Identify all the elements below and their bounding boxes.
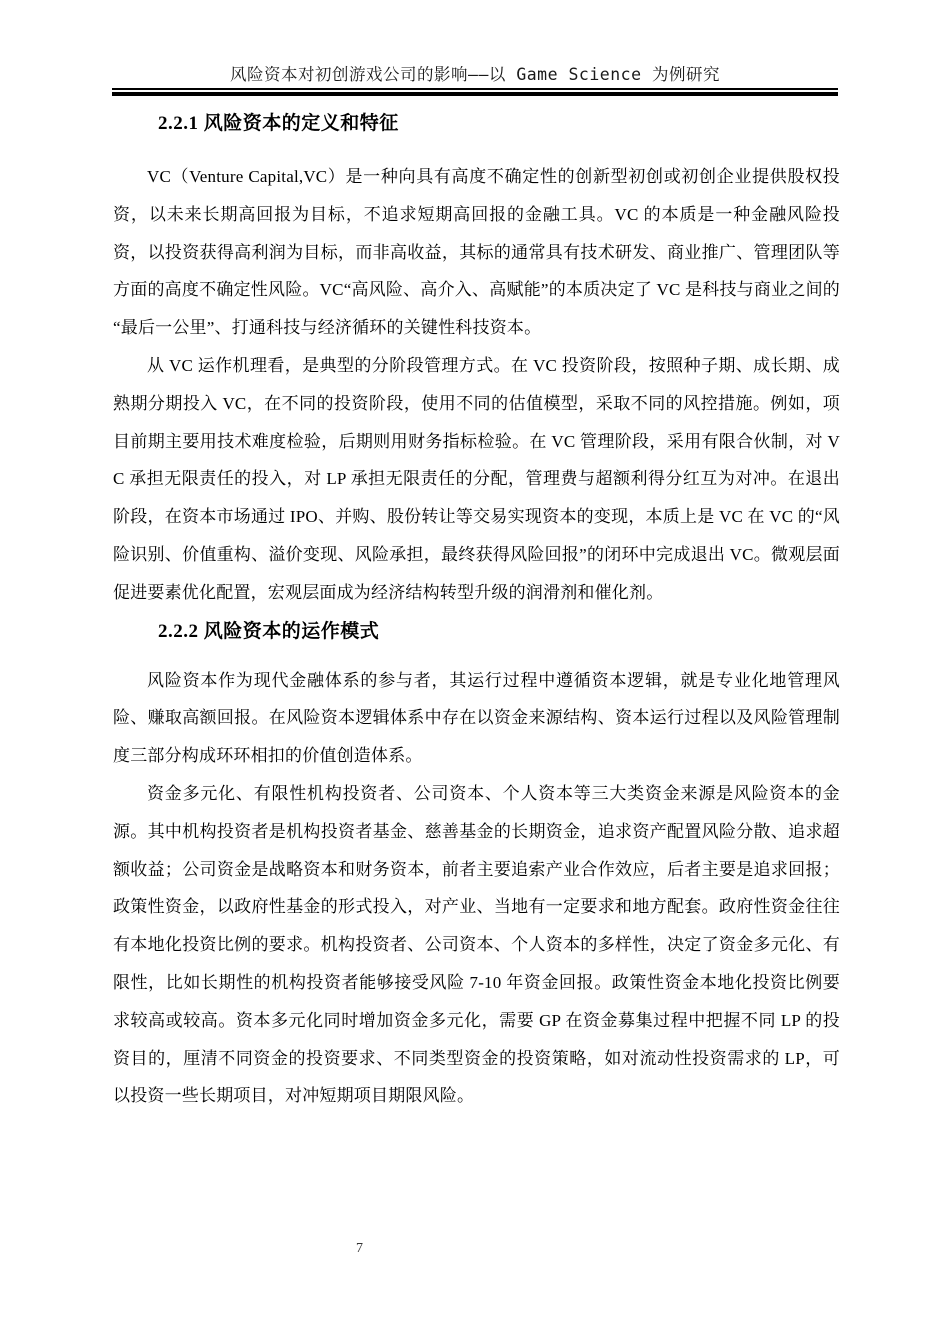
body-paragraph: 风险资本作为现代金融体系的参与者，其运行过程中遵循资本逻辑，就是专业化地管理风险、赚取高额回报。在风险资本逻辑体系中存在以资金来源结构、资本运行过程以及风险管理制度三部分构成环环相扣的价值创造体系。 bbox=[113, 670, 840, 766]
document-content bbox=[113, 110, 840, 1115]
section-heading: 2.2.1 风险资本的定义和特征 bbox=[158, 113, 399, 134]
body-paragraph: 从 VC 运作机理看，是典型的分阶段管理方式。在 VC 投资阶段，按照种子期、成长期、成熟期分期投入 VC，在不同的投资阶段，使用不同的估值模型，采取不同的风控措施。例如，项目前期主要用技术难度检验，后期则用财务指标检验。在 VC 管理阶段，采用有限合伙制，对 VC 承担无限责任的投入，对 LP 承担无限责任的分配，管理费与超额利得分红互为对冲。在退出阶段，在资本市场通过 IPO、并购、股份转让等交易实现资本的变现，本质上是 VC 在 VC 的“风险识别、价值重构、溢价变现、风险承担，最终获得风险回报”的闭环中完成退出 VC。微观层面促进要素优化配置，宏观层面成为经济结构转型升级的润滑剂和催化剂。 bbox=[113, 355, 840, 602]
page-number: 7 bbox=[356, 1241, 363, 1256]
page-footer bbox=[356, 1240, 363, 1258]
header-double-rule bbox=[112, 88, 838, 96]
body-paragraph: VC（Venture Capital,VC）是一种向具有高度不确定性的创新型初创或初创企业提供股权投资，以未来长期高回报为目标，不追求短期高回报的金融工具。VC 的本质是一种金融风险投资，以投资获得高利润为目标，而非高收益，其标的通常具有技术研发、商业推广、管理团队等方面的高度不确定性风险。VC“高风险、高介入、高赋能”的本质决定了 VC 是科技与商业之间的“最后一公里”、打通科技与经济循环的关键性科技资本。 bbox=[113, 167, 840, 338]
body-paragraph: 资金多元化、有限性机构投资者、公司资本、个人资本等三大类资金来源是风险资本的金源。其中机构投资者是机构投资者基金、慈善基金的长期资金，追求资产配置风险分散、追求超额收益；公司资金是战略资本和财务资本，前者主要追索产业合作效应，后者主要是追求回报；政策性资金，以政府性基金的形式投入，对产业、当地有一定要求和地方配套。政府性资金往往有本地化投资比例的要求。机构投资者、公司资本、个人资本的多样性，决定了资金多元化、有限性，比如长期性的机构投资者能够接受风险 7-10 年资金回报。政策性资金本地化投资比例要求较高或较高。资本多元化同时增加资金多元化，需要 GP 在资金募集过程中把握不同 LP 的投资目的，厘清不同资金的投资要求、不同类型资金的投资策略，如对流动性投资需求的 LP，可以投资一些长期项目，对冲短期项目期限风险。 bbox=[113, 783, 840, 1106]
section-heading: 2.2.2 风险资本的运作模式 bbox=[158, 620, 380, 642]
running-header-title: 风险资本对初创游戏公司的影响——以 Game Science 为例研究 bbox=[230, 65, 720, 84]
page-header bbox=[0, 0, 950, 96]
